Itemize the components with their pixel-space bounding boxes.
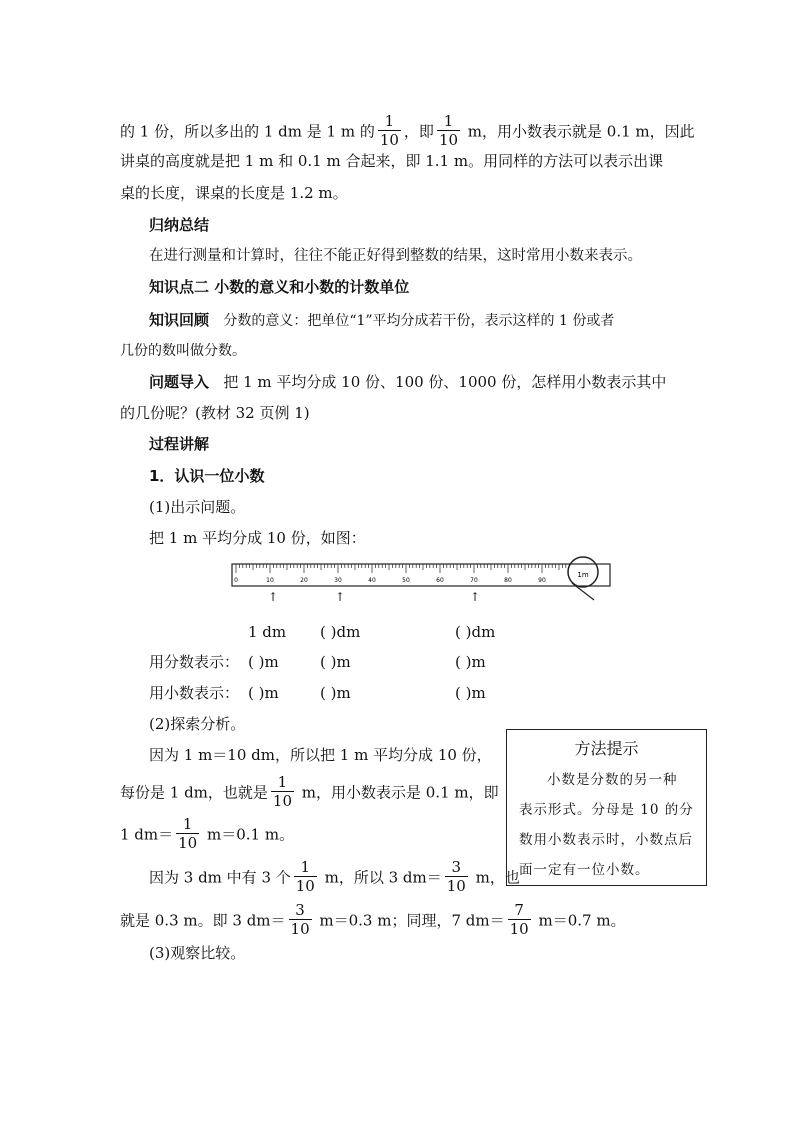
row-dec-3: ( )m	[455, 684, 486, 702]
ruler-tick-label: 40	[368, 577, 376, 584]
arrow-up-icon: ↑	[335, 590, 346, 604]
intro-line-2: 的几份呢？(教材 32 页例 1)	[120, 404, 310, 422]
row-dec-label: 用小数表示：	[149, 684, 240, 702]
analysis-line-2: 每份是 1 dm，也就是 $\frac{1}{10}$ m，用小数表示是 0.1 m，即	[120, 773, 499, 810]
para-line-1: 的 1 份，所以多出的 1 dm 是 1 m 的 $\frac{1}{10}$ ，即 $\frac{1}{10}$ m，用小数表示就是 0.1 m，因此	[120, 112, 695, 149]
ruler-tick-label: 30	[334, 577, 342, 584]
ruler-end-label: 1m	[577, 571, 589, 579]
step-3: (3)观察比较。	[149, 944, 246, 962]
tip-line-1: 小数是分数的另一种	[547, 772, 678, 788]
ruler-tick-label: 10	[266, 577, 274, 584]
ruler-tick-label: 70	[470, 577, 478, 584]
intro-line: 问题导入 把 1 m 平均分成 10 份、100 份、1000 份，怎样用小数表示其中	[149, 373, 667, 391]
row-frac-2: ( )m	[320, 653, 351, 671]
summary-text: 在进行测量和计算时，往往不能正好得到整数的结果，这时常用小数来表示。	[149, 248, 642, 264]
fraction: $\frac{1}{10}$	[295, 858, 315, 895]
row-frac-label: 用分数表示：	[149, 653, 240, 671]
row-dm-1: 1 dm	[248, 623, 287, 641]
ruler-tick-label: 0	[234, 577, 238, 584]
process-title: 过程讲解	[149, 435, 210, 453]
ruler-tick-label: 50	[402, 577, 410, 584]
ruler-tick-label: 20	[300, 577, 308, 584]
arrow-up-icon: ↑	[268, 590, 279, 604]
fraction: $\frac{1}{10}$	[272, 773, 292, 810]
tip-line-4: 面一定有一位小数。	[519, 862, 650, 878]
step-1: (1)出示问题。	[149, 498, 246, 516]
row-dm-2: ( )dm	[320, 623, 361, 641]
fraction: $\frac{3}{10}$	[446, 858, 466, 895]
para-line-3: 桌的长度，课桌的长度是 1.2 m。	[120, 184, 348, 202]
row-dm-3: ( )dm	[455, 623, 496, 641]
method-tip-box	[506, 729, 707, 886]
review-line-2: 几份的数叫做分数。	[120, 343, 246, 359]
fraction: $\frac{3}{10}$	[290, 901, 310, 938]
row-frac-3: ( )m	[455, 653, 486, 671]
ruler-tick-label: 60	[436, 577, 444, 584]
tip-title: 方法提示	[574, 739, 639, 758]
fraction: $\frac{1}{10}$	[379, 112, 399, 149]
ruler-figure	[226, 550, 646, 616]
arrow-up-icon: ↑	[470, 590, 481, 604]
analysis-line-4: 因为 3 dm 中有 3 个 $\frac{1}{10}$ m，所以 3 dm＝ $\frac{3}{10}$ m，也	[149, 858, 520, 895]
review-line: 知识回顾 分数的意义：把单位“1”平均分成若干份，表示这样的 1 份或者	[149, 311, 615, 329]
knowledge-point-title: 知识点二 小数的意义和小数的计数单位	[149, 278, 410, 296]
row-dec-2: ( )m	[320, 684, 351, 702]
analysis-line-3: 1 dm＝ $\frac{1}{10}$ m＝0.1 m。	[120, 815, 295, 852]
ruler-svg	[226, 550, 646, 612]
analysis-line-5: 就是 0.3 m。即 3 dm＝ $\frac{3}{10}$ m＝0.3 m；同理，7 dm＝ $\frac{7}{10}$ m＝0.7 m。	[120, 901, 626, 938]
ruler-tick-label: 90	[538, 577, 546, 584]
fraction: $\frac{1}{10}$	[178, 815, 198, 852]
analysis-line-1: 因为 1 m＝10 dm，所以把 1 m 平均分成 10 份，	[149, 746, 492, 764]
fraction: $\frac{1}{10}$	[438, 112, 459, 149]
ruler-tick-label: 80	[504, 577, 512, 584]
fraction: $\frac{7}{10}$	[509, 901, 529, 938]
step-1-text: 把 1 m 平均分成 10 份，如图：	[149, 529, 366, 547]
tip-line-3: 数用小数表示时，小数点后	[519, 832, 693, 848]
tip-line-2: 表示形式。分母是 10 的分	[519, 802, 694, 818]
row-frac-1: ( )m	[248, 653, 279, 671]
section-1-title: 1．认识一位小数	[149, 467, 265, 485]
row-dec-1: ( )m	[248, 684, 279, 702]
summary-title: 归纳总结	[149, 216, 210, 234]
para-line-2: 讲桌的高度就是把 1 m 和 0.1 m 合起来，即 1.1 m。用同样的方法可以表示出课	[120, 152, 664, 170]
step-2: (2)探索分析。	[149, 715, 246, 733]
